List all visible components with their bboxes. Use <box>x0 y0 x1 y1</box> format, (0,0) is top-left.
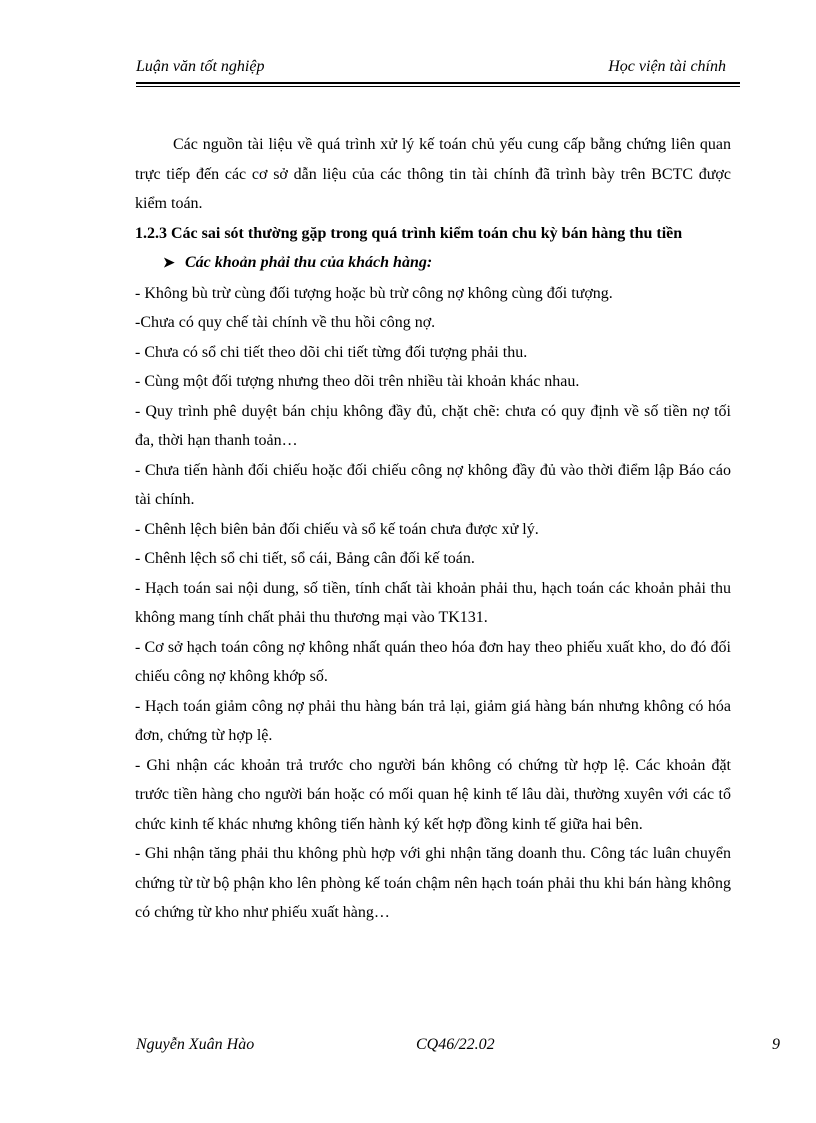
list-item: - Hạch toán sai nội dung, số tiền, tính chất tài khoản phải thu, hạch toán các khoản phải thu không mang tính chất phải thu thương mại vào TK131. <box>135 579 731 626</box>
subsection-heading <box>135 248 731 279</box>
footer-author: Nguyễn Xuân Hào <box>136 1036 255 1053</box>
header-institution: Học viện tài chính <box>608 58 726 75</box>
list-item: - Chênh lệch biên bản đối chiếu và sổ kế toán chưa được xử lý. <box>135 520 539 538</box>
list-item: -Chưa có quy chế tài chính về thu hồi công nợ. <box>135 314 436 331</box>
header-rule <box>136 82 740 84</box>
arrow-bullet-icon: ➤ <box>163 256 175 271</box>
list-item: - Quy trình phê duyệt bán chịu không đầy đủ, chặt chẽ: chưa có quy định về số tiền nợ tối đa, thời hạn thanh toản… <box>135 402 731 449</box>
page-body <box>135 130 731 928</box>
page-header <box>136 56 740 84</box>
header-thesis-title: Luận văn tốt nghiệp <box>136 58 265 75</box>
footer-class-code: CQ46/22.02 <box>416 1036 495 1053</box>
subsection-heading-text: Các khoản phải thu của khách hàng: <box>185 254 433 271</box>
list-item: - Ghi nhận tăng phải thu không phù hợp với ghi nhận tăng doanh thu. Công tác luân chuyển chứng từ từ bộ phận kho lên phòng kế toán chậm nên hạch toán phải thu khi bán hàng không có chứng từ kho như phiếu xuất hàng… <box>135 845 731 921</box>
page-number: 9 <box>772 1036 780 1053</box>
list-item: - Chưa tiến hành đối chiếu hoặc đối chiếu công nợ không đầy đủ vào thời điểm lập Báo cáo tài chính. <box>135 461 731 508</box>
intro-paragraph: Các nguồn tài liệu về quá trình xử lý kế toán chủ yếu cung cấp bằng chứng liên quan trực tiếp đến các cơ sở dẫn liệu của các thông tin tài chính đã trình bày trên BCTC được kiểm toán. <box>135 136 731 212</box>
list-item: - Ghi nhận các khoản trả trước cho người bán không có chứng từ hợp lệ. Các khoản đặt trước tiền hàng cho người bán hoặc có mối quan hệ kinh tế lâu dài, thường xuyên với các tổ chức kinh tế khác nhưng không tiến hành ký kết hợp đồng kinh tế giữa hai bên. <box>135 756 731 833</box>
list-item: - Hạch toán giảm công nợ phải thu hàng bán trả lại, giảm giá hàng bán nhưng không có hóa đơn, chứng từ hợp lệ. <box>135 697 731 744</box>
list-item: - Cùng một đối tượng nhưng theo dõi trên nhiều tài khoản khác nhau. <box>135 373 580 390</box>
list-item: - Chưa có sổ chi tiết theo dõi chi tiết từng đối tượng phải thu. <box>135 343 528 361</box>
list-item: - Không bù trừ cùng đối tượng hoặc bù trừ công nợ không cùng đối tượng. <box>135 284 613 302</box>
header-rule-thin <box>136 86 740 87</box>
list-item: - Cơ sở hạch toán công nợ không nhất quán theo hóa đơn hay theo phiếu xuất kho, do đó đối chiếu công nợ không khớp số. <box>135 638 731 685</box>
list-item: - Chênh lệch sổ chi tiết, sổ cái, Bảng cân đối kế toán. <box>135 550 475 567</box>
section-heading: 1.2.3 Các sai sót thường gặp trong quá trình kiểm toán chu kỳ bán hàng thu tiền <box>135 224 683 242</box>
